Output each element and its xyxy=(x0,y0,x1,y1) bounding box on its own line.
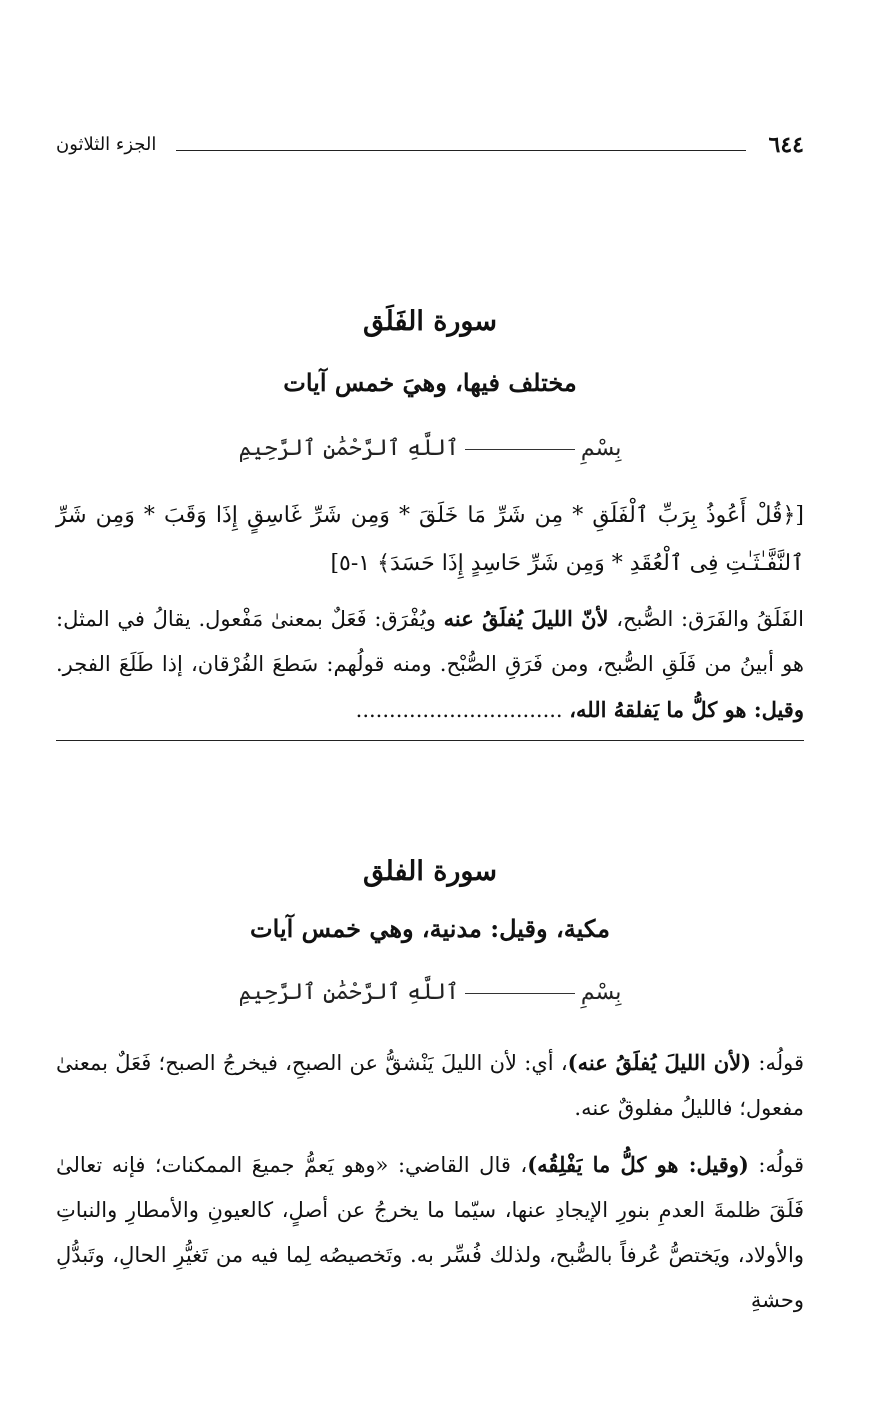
commentary-d: وقيل: هو كلُّ ما يَفلقهُ الله، xyxy=(569,697,804,722)
quran-verses: [﴿قُلْ أَعُوذُ بِرَبِّ ٱلْفَلَقِ * مِن شَرِّ مَا خَلَقَ * وَمِن شَرِّ غَاسِقٍ إِذَا وَقَبَ * وَمِن شَرِّ ٱلنَّفَّـٰثَـٰتِ فِى ٱلْعُقَدِ * وَمِن شَرِّ حَاسِدٍ إِذَا حَسَدَ﴾ ١-٥] xyxy=(56,503,804,576)
basmala-start: بِسْمِ xyxy=(580,980,622,1005)
section-divider xyxy=(56,740,804,741)
basmala-end: ٱللَّهِ ٱلرَّحْمَٰنِ ٱلرَّحِيمِ xyxy=(238,436,459,461)
surah-subtitle-1: مختلف فيها، وهيَ خمس آيات xyxy=(283,368,577,397)
commentary-dots: ............................... xyxy=(355,698,570,722)
gloss-paragraph-2: قولُه: (وقيل: هو كلُّ ما يَفْلِقُه)، قال القاضي: «وهو يَعمُّ جميعَ الممكنات؛ فإنه تعالىٰ فَلَقَ ظلمةَ العدمِ بنورِ الإيجادِ عنها، سيّما ما يخرجُ عن أصلٍ، كالعيونِ والأمطارِ والنباتِ والأولاد، ويَختصُّ عُرفاً بالصُّبح، ولذلك فُسِّر به. وتَخصيصُه لِما فيه من تَغيُّرِ الحالِ، وتَبدُّلِ وحشةِ xyxy=(56,1152,805,1312)
part-title: الجزء الثلاثون xyxy=(56,134,157,155)
page-number: ٦٤٤ xyxy=(768,132,804,158)
basmala-1 xyxy=(56,436,804,461)
basmala-end: ٱللَّهِ ٱلرَّحْمَٰنِ ٱلرَّحِيمِ xyxy=(238,980,459,1005)
running-header xyxy=(56,132,804,162)
surah-title-1: سورة الفَلَق xyxy=(363,306,497,337)
surah-subtitle-2: مكية، وقيل: مدنية، وهي خمس آيات xyxy=(250,914,610,943)
commentary-b: لأنّ الليلَ يُفلَقُ عنه xyxy=(443,606,609,631)
basmala-2 xyxy=(56,980,804,1005)
basmala-stroke xyxy=(465,993,575,994)
surah-title-2: سورة الفلق xyxy=(363,856,497,887)
gloss-paragraph-1: قولُه: (لأن الليلَ يُفلَقُ عنه)، أي: لأن الليلَ يَنْشقُّ عن الصبحِ، فيخرجُ الصبح؛ فَعَلٌ بمعنىٰ مفعول؛ فالليلُ مفلوقٌ عنه. xyxy=(56,1050,804,1120)
commentary-c: ويُفْرَق: فَعَلٌ بمعنىٰ مَفْعول. يقالُ في المثل: هو أبينُ من فَلَقِ الصُّبح، ومن فَرَقِ الصُّبْح. ومنه قولُهم: سَطعَ الفُرْقان، إذا طَلَعَ الفجر. xyxy=(56,607,804,676)
basmala-stroke xyxy=(465,449,575,450)
header-rule xyxy=(176,150,746,151)
gloss-lemma-2: (وقيل: هو كلُّ ما يَفْلِقُه) xyxy=(527,1152,749,1177)
commentary-a: الفَلَقُ والفَرَق: الصُّبح، xyxy=(608,607,804,631)
main-commentary xyxy=(56,596,804,733)
gloss-lemma-1: (لأن الليلَ يُفلَقُ عنه) xyxy=(567,1050,752,1075)
basmala-start: بِسْمِ xyxy=(580,436,622,461)
